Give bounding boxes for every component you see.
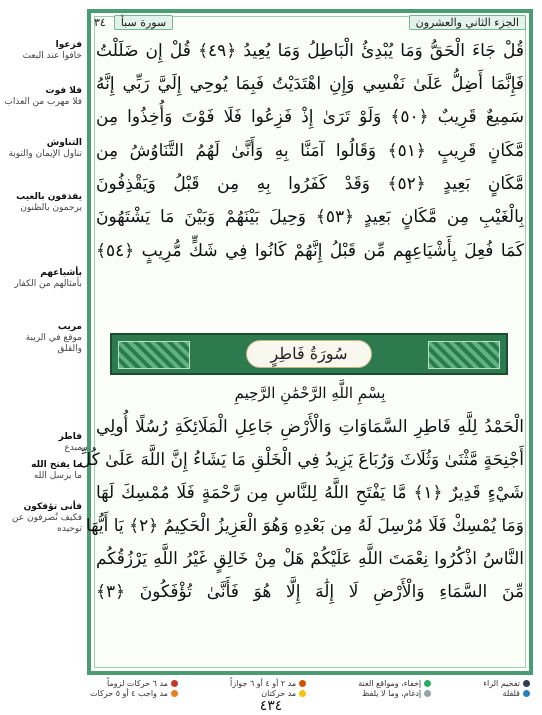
surah-title: سُورَةُ فَاطِرٍ [246, 340, 373, 368]
gloss-entry [4, 322, 82, 355]
gloss-term: مريب [57, 322, 82, 332]
gloss-term: فزعوا [55, 40, 82, 50]
surah-label: سورة سبأ [114, 15, 173, 30]
gloss-term: يقذفون بالغيب [16, 192, 82, 202]
gloss-entry [4, 192, 82, 214]
legend-dot [424, 680, 431, 687]
gloss-meaning: موقع في الريبة والقلق [25, 333, 82, 354]
legend-item [90, 679, 178, 688]
verse-line: الْحَمْدُ لِلَّهِ فَاطِرِ السَّمَاوَاتِ وَالْأَرْضِ جَاعِلِ الْمَلَائِكَةِ رُسُلًا أُولِي [96, 417, 524, 437]
verse-line: وَمَا يُمْسِكْ فَلَا مُرْسِلَ لَهُ مِن بَعْدِهِ وَهُوَ الْعَزِيزُ الْحَكِيمُ ﴿٢﴾ يَا أَيُّهَا [85, 516, 524, 536]
legend-column [90, 679, 178, 698]
verse-line: مِّنَ السَّمَاءِ وَالْأَرْضِ لَا إِلَٰهَ إِلَّا هُوَ فَأَنَّىٰ تُؤْفَكُونَ ﴿٣﴾ [96, 582, 524, 602]
gloss-meaning: فكيف تُصرفون عن توحيده [11, 513, 82, 534]
verse-line: قُلْ جَاءَ الْحَقُّ وَمَا يُبْدِئُ الْبَاطِلُ وَمَا يُعِيدُ ﴿٤٩﴾ قُلْ إِن ضَلَلْتُ [96, 41, 524, 61]
surah-header [94, 15, 173, 30]
gloss-term: فأنى تؤفكون [23, 502, 82, 512]
gloss-meaning: تناول الإيمان والتوبة [8, 149, 82, 159]
verse-line: فَإِنَّمَا أَضِلُّ عَلَىٰ نَفْسِي وَإِنِ اهْتَدَيْتُ فَبِمَا يُوحِي إِلَيَّ رَبِّي إِنَّهُ [96, 74, 524, 94]
verse-line: شَيْءٍ قَدِيرٌ ﴿١﴾ مَّا يَفْتَحِ اللَّهُ لِلنَّاسِ مِن رَّحْمَةٍ فَلَا مُمْسِكَ لَهَا [96, 483, 524, 503]
gloss-term: فاطر [58, 432, 82, 442]
tajweed-legend [90, 679, 530, 699]
verse-line: أَجْنِحَةٍ مَّثْنَىٰ وَثُلَاثَ وَرُبَاعَ يَزِيدُ فِي الْخَلْقِ مَا يَشَاءُ إِنَّ اللَّهَ عَلَىٰ كُلِّ [78, 450, 524, 470]
gloss-meaning: فلا مهرب من العذاب [4, 97, 82, 107]
page-header [94, 12, 526, 32]
legend-item [358, 689, 431, 698]
surah-banner [110, 333, 508, 375]
legend-item [358, 679, 431, 688]
legend-label: قلقلة [502, 689, 520, 698]
verse-line: سَمِيعٌ قَرِيبٌ ﴿٥٠﴾ وَلَوْ تَرَىٰ إِذْ فَزِعُوا فَلَا فَوْتَ وَأُخِذُوا مِن [96, 107, 524, 127]
legend-dot [171, 690, 178, 697]
legend-item [90, 689, 178, 698]
legend-dot [299, 680, 306, 687]
legend-label: مد ٢ أو ٤ أو ٦ جوازاً [230, 679, 297, 688]
gloss-meaning: مبدع [64, 443, 82, 453]
legend-column [483, 679, 530, 698]
legend-item [483, 689, 530, 698]
verse-line: بِالْغَيْبِ مِن مَّكَانٍ بَعِيدٍ ﴿٥٣﴾ وَحِيلَ بَيْنَهُمْ وَبَيْنَ مَا يَشْتَهُونَ [96, 207, 524, 227]
surah-number: ٣٤ [94, 15, 106, 29]
legend-dot [171, 680, 178, 687]
gloss-entry [4, 268, 82, 290]
verse-line: كَمَا فُعِلَ بِأَشْيَاعِهِم مِّن قَبْلُ إِنَّهُمْ كَانُوا فِي شَكٍّ مُّرِيبٍ ﴿٥٤﴾ [96, 241, 524, 261]
gloss-entry [4, 432, 82, 454]
verse-line: مَّكَانٍ بَعِيدٍ ﴿٥٢﴾ وَقَدْ كَفَرُوا بِهِ مِن قَبْلُ وَيَقْذِفُونَ [96, 174, 524, 194]
legend-dot [523, 680, 530, 687]
verse-line: النَّاسُ اذْكُرُوا نِعْمَتَ اللَّهِ عَلَيْكُمْ هَلْ مِنْ خَالِقٍ غَيْرُ اللَّهِ يَرْزُقُكُم [96, 549, 524, 569]
legend-item [230, 679, 306, 688]
page-number: ٤٣٤ [259, 698, 283, 714]
gloss-term: بأشياعهم [40, 268, 82, 278]
gloss-entry [4, 86, 82, 108]
legend-dot [523, 690, 530, 697]
legend-label: مد ٦ حركات لزوماً [106, 679, 168, 688]
gloss-entry [4, 460, 82, 482]
gloss-term: ما يفتح الله [31, 460, 82, 470]
legend-item [230, 689, 306, 698]
gloss-meaning: خافوا عند البعث [22, 51, 82, 61]
gloss-meaning: يرجمون بالظنون [20, 203, 82, 213]
legend-dot [424, 690, 431, 697]
gloss-entry [4, 138, 82, 160]
legend-label: مد واجب ٤ أو ٥ حركات [90, 689, 168, 698]
juz-label: الجزء الثاني والعشرون [409, 15, 526, 30]
verse-line: مَّكَانٍ قَرِيبٍ ﴿٥١﴾ وَقَالُوا آمَنَّا بِهِ وَأَنَّىٰ لَهُمُ التَّنَاوُشُ مِن [96, 141, 524, 161]
gloss-entry [4, 40, 82, 62]
legend-dot [299, 690, 306, 697]
gloss-entry [4, 502, 82, 535]
legend-column [230, 679, 306, 698]
legend-label: إخفاء، ومواقع الغنة [358, 679, 422, 688]
legend-label: مد حركتان [261, 689, 297, 698]
gloss-meaning: ما يرسل الله [33, 471, 82, 481]
legend-label: تفخيم الراء [483, 679, 520, 688]
legend-item [483, 679, 530, 688]
gloss-term: فلا فوت [45, 86, 82, 96]
gloss-term: التناوش [46, 138, 82, 148]
gloss-meaning: بأمثالهم من الكفار [14, 279, 82, 289]
basmala: بِسْمِ اللَّهِ الرَّحْمَٰنِ الرَّحِيمِ [234, 384, 386, 402]
legend-label: إدغام، وما لا يلفظ [361, 689, 422, 698]
legend-column [358, 679, 431, 698]
